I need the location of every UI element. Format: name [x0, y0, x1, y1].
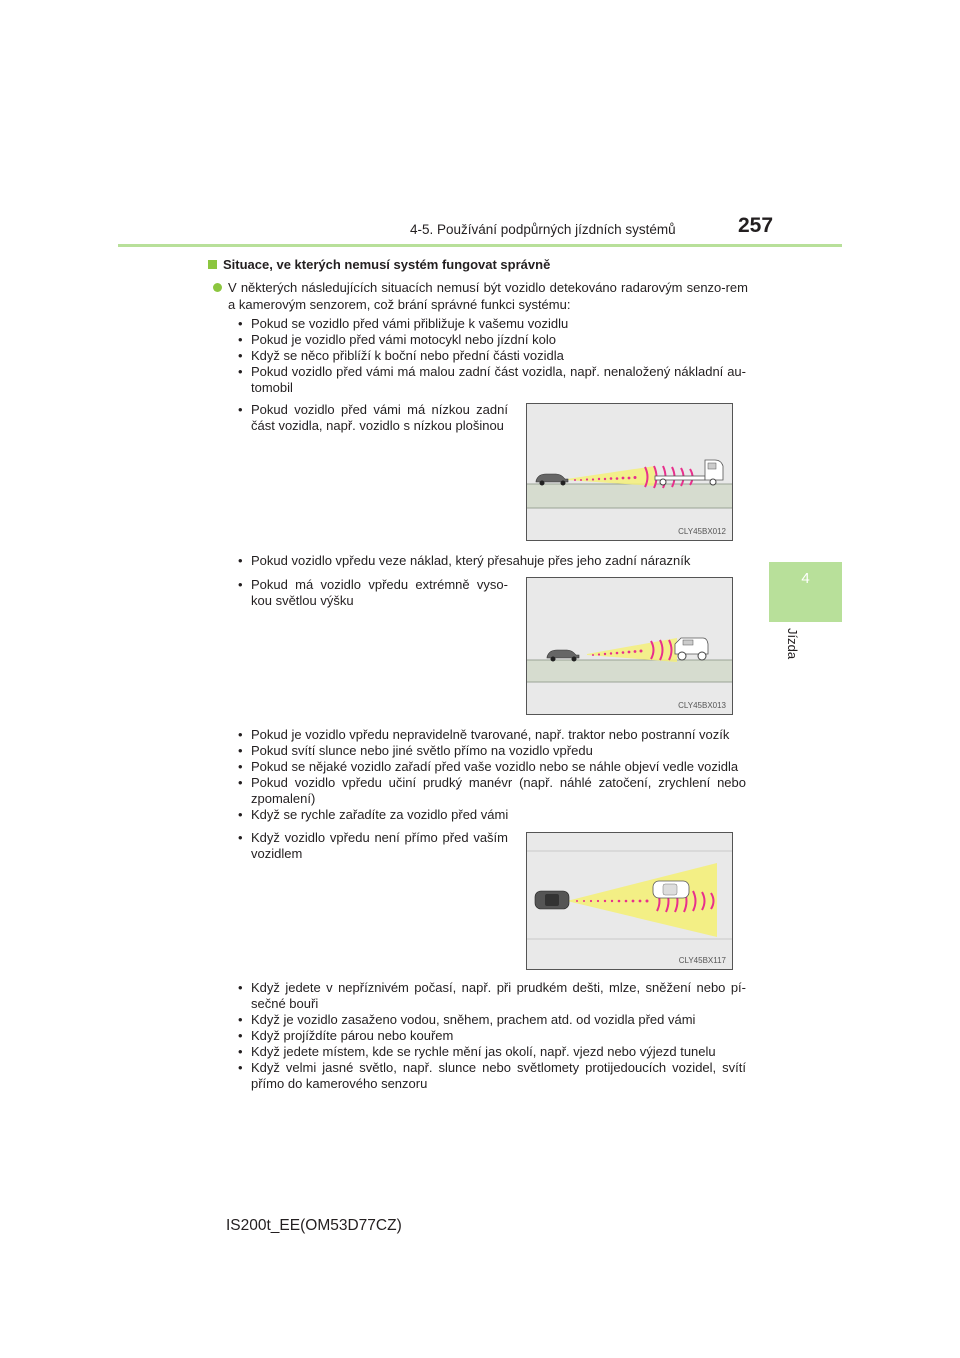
figure-2-caption-list	[238, 577, 508, 609]
list-item: • Pokud je vozidlo vpředu nepravidelně tvarované, např. traktor nebo postranní vozík	[238, 727, 746, 743]
intro-paragraph	[228, 279, 748, 313]
figure-1-code: CLY45BX012	[678, 527, 726, 536]
figure-3-caption: • Když vozidlo vpředu není přímo před vaším vozidlem	[238, 830, 508, 862]
figure-2-caption: • Pokud má vozidlo vpředu extrémně vyso-kou světlou výšku	[238, 577, 508, 609]
chapter-number: 4	[801, 570, 810, 587]
list-item: • Když jedete v nepříznivém počasí, např. při prudkém dešti, mlze, sněžení nebo pí-sečné bouři	[238, 980, 746, 1012]
low-platform-truck-illustration	[527, 404, 732, 540]
chapter-label	[782, 628, 802, 688]
list-item: • Pokud vozidlo před vámi má malou zadní část vozidla, např. nenaložený nákladní au-tomobil	[238, 364, 746, 396]
section-heading-text: Situace, ve kterých nemusí systém fungovat správně	[223, 257, 551, 272]
bullet-list-4	[238, 980, 746, 1092]
list-item: • Pokud je vozidlo před vámi motocykl nebo jízdní kolo	[238, 332, 746, 348]
bullet-list-1	[238, 316, 746, 396]
list-item: • Když velmi jasné světlo, např. slunce nebo světlomety protijedoucích vozidel, svítí přímo do kamerového senzoru	[238, 1060, 746, 1092]
header-rule	[118, 244, 842, 247]
list-item: • Pokud se vozidlo před vámi přibližuje k vašemu vozidlu	[238, 316, 746, 332]
list-item: • Když projíždíte párou nebo kouřem	[238, 1028, 746, 1044]
bullet-list-3	[238, 727, 746, 823]
list-item: • Pokud svítí slunce nebo jiné světlo přímo na vozidlo vpředu	[238, 743, 746, 759]
figure-2-code: CLY45BX013	[678, 701, 726, 710]
figure-3-code: CLY45BX117	[678, 956, 726, 965]
figure-2-illustration	[526, 577, 733, 715]
figure-1-caption: • Pokud vozidlo před vámi má nízkou zadní část vozidla, např. vozidlo s nízkou plošinou	[238, 402, 508, 434]
bullet-list-2	[238, 553, 746, 569]
list-item: • Když jedete místem, kde se rychle mění jas okolí, např. vjezd nebo výjezd tunelu	[238, 1044, 746, 1060]
list-item: • Když se něco přiblíží k boční nebo přední části vozidla	[238, 348, 746, 364]
high-clearance-vehicle-illustration	[527, 578, 732, 714]
chapter-tab	[769, 562, 842, 622]
chapter-label-text: Jízda	[785, 628, 800, 660]
circle-bullet-icon	[213, 283, 222, 292]
header-section-title: 4-5. Používání podpůrných jízdních systémů	[410, 222, 676, 237]
figure-3-caption-list	[238, 830, 508, 862]
list-item: • Když je vozidlo zasaženo vodou, sněhem, prachem atd. od vozidla před vámi	[238, 1012, 746, 1028]
list-item: • Pokud vozidlo vpředu veze náklad, který přesahuje přes jeho zadní nárazník	[238, 553, 746, 569]
list-item: • Když se rychle zařadíte za vozidlo před vámi	[238, 807, 746, 823]
figure-3-illustration	[526, 832, 733, 970]
square-bullet-icon	[208, 260, 217, 269]
list-item: • Pokud vozidlo vpředu učiní prudký manévr (např. náhlé zatočení, zrychlení nebo zpomalení)	[238, 775, 746, 807]
list-item: • Pokud se nějaké vozidlo zařadí před vaše vozidlo nebo se náhle objeví vedle vozidla	[238, 759, 746, 775]
figure-1-illustration	[526, 403, 733, 541]
intro-text: V některých následujících situacích nemusí být vozidlo detekováno radarovým senzo-rem a kamerovým senzorem, což brání správné funkci systému:	[228, 280, 748, 312]
offset-vehicle-illustration	[527, 833, 732, 969]
figure-1-caption-list	[238, 402, 508, 434]
footer-model-code: IS200t_EE(OM53D77CZ)	[226, 1217, 402, 1234]
section-heading	[208, 257, 550, 272]
page-number: 257	[738, 214, 774, 237]
